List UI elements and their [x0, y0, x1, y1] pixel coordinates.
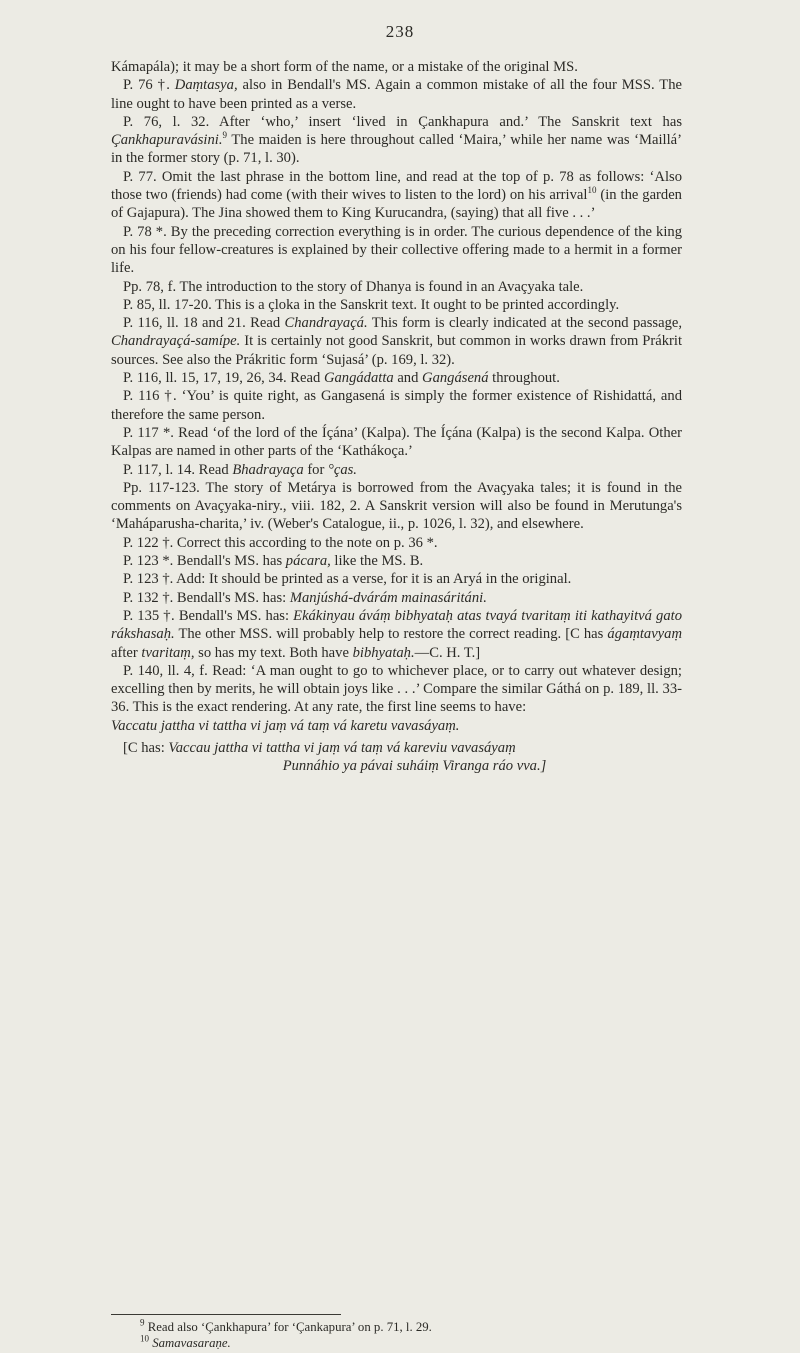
italic-text: Gangásená: [422, 370, 489, 387]
note-paragraph: [111, 479, 682, 534]
note-text: P. 116, ll. 15, 17, 19, 26, 34. Read: [123, 370, 324, 387]
note-paragraph: [111, 58, 682, 76]
note-paragraph: [111, 424, 682, 461]
note-text: after: [111, 644, 142, 661]
note-paragraph: [111, 662, 682, 717]
note-text: P. 117 *. Read ‘of the lord of the Íçána’ (Kalpa). The Íçána (Kalpa) is the second Kalpa. Other Kalpas are named in other parts of the ‘Kathákoça.’: [111, 424, 682, 460]
note-paragraph: [111, 369, 682, 387]
italic-text: °ças.: [328, 461, 357, 478]
footnote-mark: 9: [140, 1317, 145, 1328]
note-text: P. 122 †. Correct this according to the note on p. 36 *.: [123, 534, 438, 551]
italic-text: Gangádatta: [323, 370, 394, 387]
note-paragraph: [111, 589, 682, 607]
note-paragraph: [111, 570, 682, 588]
note-paragraph: [111, 76, 682, 113]
note-text: P. 123 †. Add: It should be printed as a verse, for it is an Aryá in the original.: [123, 571, 572, 588]
note-text: Pp. 117-123. The story of Metárya is borrowed from the Avaçyaka tales; it is found in the comments on Avaçyaka-niry., viii. 182, 2. A Sanskrit version will also be found in Merutunga's ‘Maháparusha-charita,’ iv. (Weber's Catalogue, ii., p. 1026, l. 32), and elsewhere.: [111, 479, 682, 533]
italic-text: Ekákinyau áváṃ bibhyataḥ atas tvayá tvaritaṃ iti kathayitvá gato rákshasaḥ.: [111, 607, 682, 643]
variant-verse-quotation: [111, 739, 682, 776]
notes-paragraphs: [111, 58, 682, 717]
note-text: P. 123 *. Bendall's MS. has: [123, 553, 286, 570]
note-text: for: [303, 461, 328, 478]
note-text: P. 76 †.: [123, 77, 175, 94]
note-text: P. 132 †. Bendall's MS. has:: [123, 589, 290, 606]
note-paragraph: [111, 278, 682, 296]
note-text: P. 76, l. 32. After ‘who,’ insert ‘lived in Çankhapura and.’ The Sanskrit text has: [123, 113, 682, 130]
note-text: Kámapála); it may be a short form of the name, or a mistake of the original MS.: [111, 59, 578, 75]
note-text: P. 140, ll. 4, f. Read: ‘A man ought to go to whichever place, or to carry out whatever design; excelling then by merits, he will obtain joys like . . .’ Compare the similar Gáthá on p. 189, ll. 33-36. This is the exact rendering. At any rate, the first line seems to have:: [111, 662, 682, 716]
italic-text: Manjúshá-dvárám mainasáritáni.: [289, 589, 487, 606]
variant-verse-line-2: [111, 757, 682, 775]
footnote-mark: 10: [140, 1333, 149, 1344]
italic-text: pácara,: [285, 553, 331, 570]
body-text: [111, 58, 682, 776]
footnote: [140, 1319, 680, 1335]
italic-text: Chandrayaçá-samípe.: [111, 333, 241, 350]
italic-text: Çankhapuravásini.: [111, 132, 223, 149]
note-text: throughout.: [488, 370, 560, 387]
variant-verse-line-1: [111, 739, 682, 757]
note-text: also in Bendall's MS. Again a common mistake of all the four MSS. The line ought to have been printed as a verse.: [111, 77, 682, 112]
note-text: P. 116, ll. 18 and 21. Read: [123, 315, 285, 332]
footnotes: [140, 1319, 680, 1351]
note-text: so has my text. Both have: [194, 644, 353, 661]
italic-text: ágaṃtavyaṃ: [607, 626, 682, 643]
note-text: like the MS. B.: [330, 553, 424, 570]
note-text: This form is clearly indicated at the second passage,: [367, 315, 682, 332]
note-text: P. 135 †. Bendall's MS. has:: [123, 607, 294, 624]
footnote-ref: 10: [587, 185, 597, 196]
footnote: [140, 1335, 680, 1351]
note-paragraph: [111, 607, 682, 662]
variant-verse-prefix: [C has:: [123, 739, 165, 756]
italic-text: bibhyataḥ.: [352, 644, 415, 661]
note-paragraph: [111, 296, 682, 314]
verse-quotation: Vaccatu jattha vi tattha vi jaṃ vá taṃ vá karetu vavasáyaṃ.: [111, 717, 460, 734]
footnote-ref: 9: [222, 130, 227, 141]
note-text: Pp. 78, f. The introduction to the story of Dhanya is found in an Avaçyaka tale.: [123, 278, 584, 295]
note-paragraph: [111, 314, 682, 369]
note-text: P. 85, ll. 17-20. This is a çloka in the Sanskrit text. It ought to be printed accordingly.: [123, 296, 620, 313]
note-text: The maiden is here throughout called ‘Maira,’ while her name was ‘Maillá’ in the former story (p. 71, l. 30).: [111, 132, 682, 167]
footnote-text: Samavasaraṇe.: [149, 1336, 231, 1350]
variant-verse-text-1: Vaccau jattha vi tattha vi jaṃ vá taṃ vá kareviu vavasáyaṃ: [168, 739, 516, 756]
footnote-divider: [111, 1314, 341, 1315]
italic-text: Daṃtasya,: [174, 77, 238, 94]
note-text: The other MSS. will probably help to restore the correct reading. [C has: [174, 626, 608, 643]
page-number: 238: [385, 22, 415, 41]
note-text: It is certainly not good Sanskrit, but common in works drawn from Prákrit sources. See also the Prákritic form ‘Sujasá’ (p. 169, l. 32).: [111, 333, 682, 368]
note-paragraph: [111, 387, 682, 424]
italic-text: Bhadrayaça: [232, 461, 304, 478]
note-text: P. 117, l. 14. Read: [123, 461, 233, 478]
note-paragraph: [111, 461, 682, 479]
note-text: P. 116 †. ‘You’ is quite right, as Gangasená is simply the former existence of Rishidattá, and therefore the same person.: [111, 388, 682, 423]
variant-verse-text-2: Punnáhio ya pávai suháiṃ Viranga ráo vva.]: [282, 758, 547, 775]
note-paragraph: [111, 113, 682, 168]
note-text: —C. H. T.]: [414, 644, 481, 661]
note-paragraph: [111, 552, 682, 570]
note-paragraph: [111, 534, 682, 552]
note-text: and: [393, 370, 423, 387]
note-paragraph: [111, 168, 682, 223]
italic-text: Chandrayaçá.: [284, 315, 368, 332]
italic-text: tvaritaṃ,: [141, 644, 195, 661]
note-text: (in the garden of Gajapura). The Jina showed them to King Kurucandra, (saying) that all five . . .’: [111, 187, 682, 222]
note-paragraph: [111, 223, 682, 278]
note-text: P. 77. Omit the last phrase in the bottom line, and read at the top of p. 78 as follows: ‘Also those two (friends) had come (with their wives to listen to the lord) on his arrival: [111, 168, 682, 204]
footnote-text: Read also ‘Çankhapura’ for ‘Çankapura’ on p. 71, l. 29.: [144, 1320, 432, 1334]
note-text: P. 78 *. By the preceding correction everything is in order. The curious dependence of the king on his four fellow-creatures is explained by their collective offering made to a hermit in a former life.: [111, 223, 682, 277]
